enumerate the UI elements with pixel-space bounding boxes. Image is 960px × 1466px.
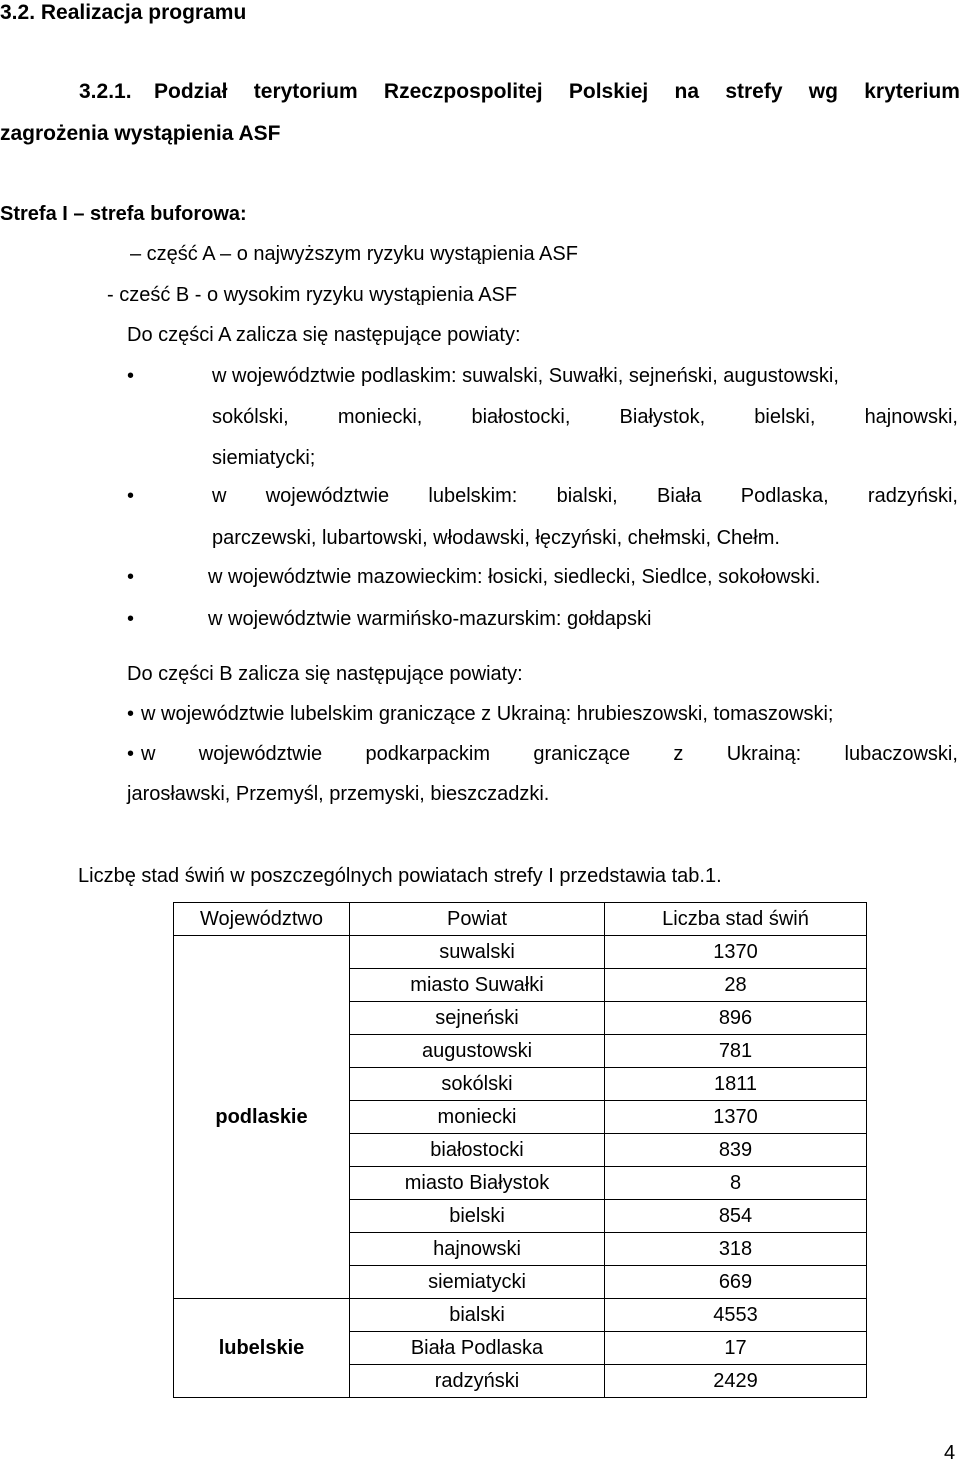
word: podkarpackim — [365, 743, 491, 765]
table-caption: Liczbę stad świń w poszczególnych powiatach strefy I przedstawia tab.1. — [78, 865, 722, 887]
word: lubaczowski, — [844, 743, 958, 765]
liczba-cell: 318 — [605, 1233, 867, 1266]
subsection-title-line1 — [154, 81, 960, 102]
part-a-intro: Do części A zalicza się następujące powiaty: — [127, 324, 521, 346]
word: graniczące — [533, 743, 631, 765]
word: radzyński, — [867, 485, 958, 507]
wojewodztwo-cell: podlaskie — [174, 936, 350, 1299]
liczba-cell: 4553 — [605, 1299, 867, 1332]
word: województwie — [198, 743, 323, 765]
part-b-bullet2-line2: jarosławski, Przemyśl, przemyski, bieszczadzki. — [127, 783, 550, 805]
word: moniecki, — [337, 406, 423, 428]
livestock-table — [173, 902, 867, 1398]
powiat-cell: hajnowski — [350, 1233, 605, 1266]
section-heading: 3.2. Realizacja programu — [0, 1, 247, 24]
liczba-cell: 1370 — [605, 936, 867, 969]
word: Ukrainą: — [726, 743, 802, 765]
word: Podlaska, — [740, 485, 829, 507]
word: na — [674, 80, 700, 103]
table-header-row — [174, 903, 867, 936]
powiat-cell: augustowski — [350, 1035, 605, 1068]
powiat-cell: miasto Białystok — [350, 1167, 605, 1200]
subsection-title-line2: zagrożenia wystąpienia ASF — [0, 122, 281, 145]
word: Biała — [657, 485, 702, 507]
word: Białystok, — [619, 406, 706, 428]
word: województwie — [265, 485, 390, 507]
part-a-bullet2-line2: parczewski, lubartowski, włodawski, łęczyński, chełmski, Chełm. — [212, 527, 780, 549]
liczba-cell: 669 — [605, 1266, 867, 1299]
liczba-cell: 854 — [605, 1200, 867, 1233]
wojewodztwo-cell: lubelskie — [174, 1299, 350, 1398]
word: w — [212, 485, 227, 507]
part-a-bullet1-line1: w województwie podlaskim: suwalski, Suwałki, sejneński, augustowski, — [212, 365, 839, 387]
word: lubelskim: — [428, 485, 518, 507]
word: z — [673, 743, 684, 765]
powiat-cell: sejneński — [350, 1002, 605, 1035]
column-header: Liczba stad świń — [605, 903, 867, 936]
part-b-line: - cześć B - o wysokim ryzyku wystąpienia ASF — [107, 284, 518, 306]
part-a-bullet2-line1 — [212, 486, 958, 506]
part-b-bullet1: w województwie lubelskim graniczące z Ukrainą: hrubieszowski, tomaszowski; — [141, 703, 834, 725]
liczba-cell: 28 — [605, 969, 867, 1002]
powiat-cell: miasto Suwałki — [350, 969, 605, 1002]
liczba-cell: 896 — [605, 1002, 867, 1035]
bullet-icon: • — [127, 743, 135, 765]
part-b-intro: Do części B zalicza się następujące powiaty: — [127, 663, 523, 685]
powiat-cell: białostocki — [350, 1134, 605, 1167]
powiat-cell: bielski — [350, 1200, 605, 1233]
liczba-cell: 839 — [605, 1134, 867, 1167]
word: białostocki, — [471, 406, 571, 428]
subsection-number: 3.2.1. — [79, 80, 132, 103]
page-number: 4 — [944, 1442, 956, 1464]
bullet-icon: • — [127, 566, 135, 588]
bullet-icon: • — [127, 608, 135, 630]
liczba-cell: 17 — [605, 1332, 867, 1365]
powiat-cell: radzyński — [350, 1365, 605, 1398]
word: terytorium — [253, 80, 358, 103]
powiat-cell: sokólski — [350, 1068, 605, 1101]
powiat-cell: Biała Podlaska — [350, 1332, 605, 1365]
part-a-bullet3: w województwie mazowieckim: łosicki, siedlecki, Siedlce, sokołowski. — [208, 566, 821, 588]
part-b-bullet2-line1 — [141, 744, 958, 764]
word: kryterium — [864, 80, 960, 103]
liczba-cell: 1811 — [605, 1068, 867, 1101]
zone-heading: Strefa I – strefa buforowa: — [0, 203, 247, 225]
table-row — [174, 936, 867, 969]
part-a-bullet1-line2 — [212, 407, 958, 427]
word: wg — [808, 80, 838, 103]
table-row — [174, 1299, 867, 1332]
bullet-icon: • — [127, 485, 135, 507]
column-header: Województwo — [174, 903, 350, 936]
part-a-bullet4: w województwie warmińsko-mazurskim: gołdapski — [208, 608, 652, 630]
word: strefy — [725, 80, 783, 103]
liczba-cell: 8 — [605, 1167, 867, 1200]
powiat-cell: siemiatycki — [350, 1266, 605, 1299]
powiat-cell: moniecki — [350, 1101, 605, 1134]
part-a-line: – część A – o najwyższym ryzyku wystąpienia ASF — [130, 243, 578, 265]
bullet-icon: • — [127, 365, 135, 387]
word: bielski, — [754, 406, 816, 428]
powiat-cell: suwalski — [350, 936, 605, 969]
bullet-icon: • — [127, 703, 135, 725]
liczba-cell: 2429 — [605, 1365, 867, 1398]
word: Podział — [154, 80, 228, 103]
part-a-bullet1-line3: siemiatycki; — [212, 447, 316, 469]
word: Rzeczpospolitej — [383, 80, 543, 103]
column-header: Powiat — [350, 903, 605, 936]
word: Polskiej — [568, 80, 649, 103]
word: w — [141, 743, 156, 765]
liczba-cell: 1370 — [605, 1101, 867, 1134]
liczba-cell: 781 — [605, 1035, 867, 1068]
word: sokólski, — [212, 406, 289, 428]
word: bialski, — [556, 485, 618, 507]
word: hajnowski, — [864, 406, 958, 428]
powiat-cell: bialski — [350, 1299, 605, 1332]
